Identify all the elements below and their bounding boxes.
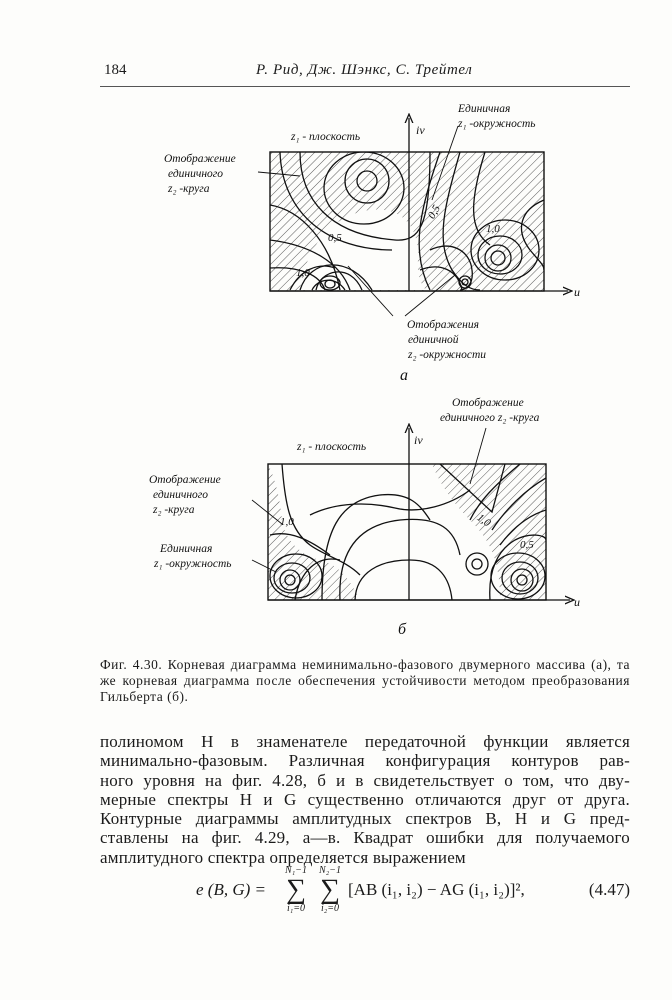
body-line: Контурные диаграммы амплитудных спектров B, H и G пред-	[100, 809, 630, 829]
fig-b-axis-v: iv	[414, 433, 423, 447]
fig-b-label-unit-circle-2: z₁ -окружность	[154, 558, 232, 570]
fig-a-label-circle-map-2: единичной	[408, 334, 459, 346]
fig-b-contour-05: 0,5	[520, 539, 534, 551]
fig-a-contour-10-left: 1,0	[296, 267, 310, 279]
running-head: Р. Рид, Дж. Шэнкс, С. Трейтел	[256, 62, 473, 78]
fig-a-contour-05-right: 0,5	[425, 203, 443, 221]
fig-b-label-unit-circle-1: Единичная	[160, 543, 213, 555]
fig-b-panel-letter: б	[398, 621, 407, 638]
fig-a-label-disk-map-2: единичного	[168, 168, 224, 180]
fig-b-label-disk-map-left-3: z₂ -круга	[153, 504, 195, 516]
fig-a-panel-letter: а	[400, 367, 408, 384]
body-line: минимально-фазовым. Различная конфигурация контуров рав-	[100, 751, 630, 771]
fig-a-contour-05-left: 0,5	[328, 232, 342, 244]
figure-a	[164, 103, 580, 384]
fig-b-label-disk-map-left-1: Отображение	[149, 474, 221, 486]
sum-i1-lower: i₁=0	[286, 903, 305, 914]
fig-a-contour-10-right: 1,0	[486, 223, 500, 235]
fig-b-contour-10-right: 1,0	[474, 511, 493, 530]
fig-a-label-unit-circle-1: Единичная	[458, 103, 511, 115]
figure-caption: Фиг. 4.30. Корневая диаграмма неминимально-фазового двумерного массива (а), та же корневая диаграмма после обеспечения устойчивости методом преобразования Гильберта (б).	[100, 657, 630, 704]
fig-b-label-disk-map-left-2: единичного	[153, 489, 209, 501]
body-paragraph	[100, 732, 630, 867]
page-number: 184	[104, 62, 127, 78]
body-line: ставлены на фиг. 4.29, а—в. Квадрат ошибки для получаемого	[100, 828, 630, 848]
sum-i2-lower: i₂=0	[320, 903, 339, 914]
sum-i1-upper: N₁−1	[285, 865, 307, 876]
fig-a-label-disk-map-1: Отображение	[164, 153, 236, 165]
fig-a-plane-label: z₁ - плоскость	[291, 131, 361, 143]
sigma-symbol: ∑	[320, 874, 340, 905]
equation-rhs: [AB (i₁, i₂) − AG (i₁, i₂)]²,	[348, 880, 525, 899]
fig-b-label-disk-map-top-1: Отображение	[452, 397, 524, 409]
fig-a-axis-u: u	[574, 285, 580, 299]
equation-lhs: e (B, G) =	[196, 880, 267, 899]
fig-a-label-unit-circle-2: z₁ -окружность	[458, 118, 536, 130]
sum-i2	[310, 866, 350, 914]
body-line: полиномом H в знаменателе передаточной функции является	[100, 732, 630, 751]
fig-b-plane-label: z₁ - плоскость	[297, 441, 367, 453]
fig-a-label-disk-map-3: z₂ -круга	[168, 183, 210, 195]
fig-a-axis-v: iv	[416, 123, 425, 137]
fig-b-label-disk-map-top-2: единичного z₂ -круга	[440, 412, 540, 424]
fig-a-label-circle-map-3: z₂ -окружности	[408, 349, 487, 361]
sigma-symbol: ∑	[286, 874, 306, 905]
figure-b	[149, 397, 580, 638]
body-line: ного уровня на фиг. 4.28, б и в свидетельствует о том, что дву-	[100, 770, 630, 790]
body-line: амплитудного спектра определяется выражением	[100, 847, 466, 867]
fig-a-label-circle-map-1: Отображения	[407, 319, 479, 331]
body-line: мерные спектры H и G существенно отличаются друг от друга.	[100, 789, 630, 809]
equation-number: (4.47)	[588, 880, 630, 899]
sum-i2-upper: N₂−1	[319, 865, 341, 876]
fig-b-contour-10-left: 1,0	[280, 516, 294, 528]
equation-4-47	[100, 862, 630, 922]
fig-b-axis-u: u	[574, 595, 580, 609]
